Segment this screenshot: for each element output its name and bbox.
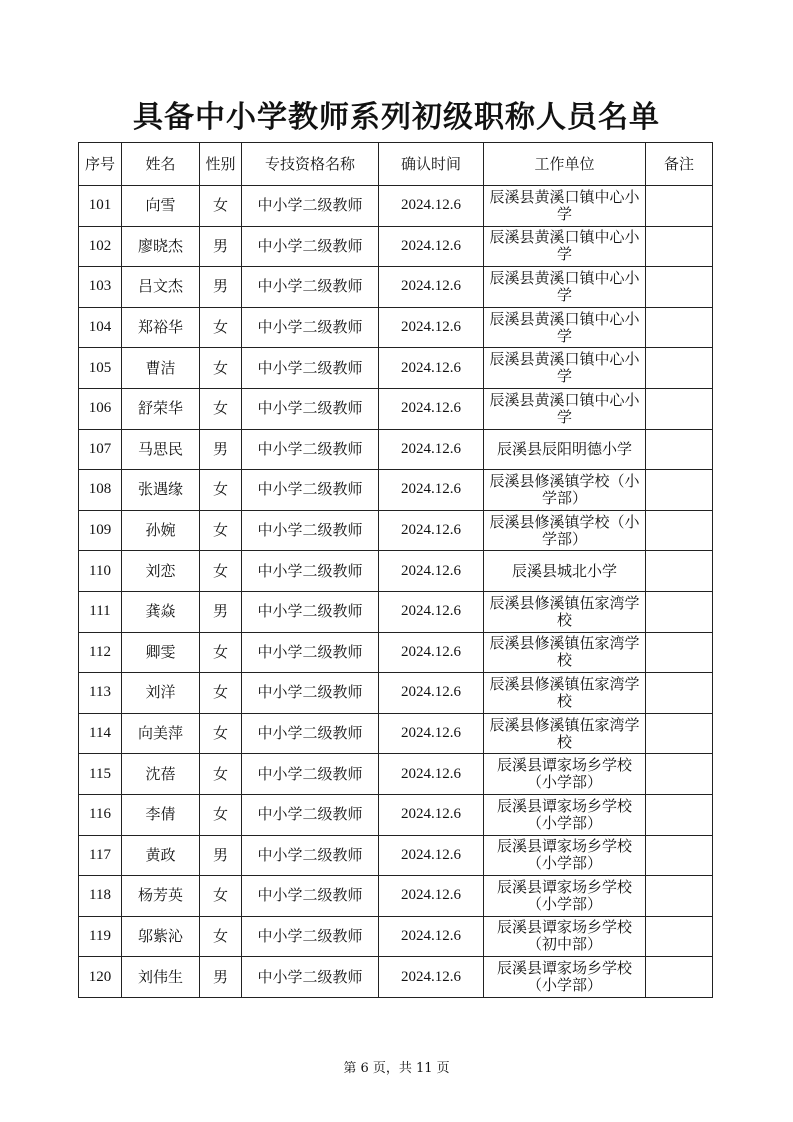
cell-qualification: 中小学二级教师	[242, 551, 379, 592]
cell-idx: 116	[79, 794, 122, 835]
cell-qualification: 中小学二级教师	[242, 876, 379, 917]
cell-idx: 110	[79, 551, 122, 592]
cell-name: 杨芳英	[122, 876, 200, 917]
cell-name: 邬紫沁	[122, 916, 200, 957]
cell-qualification: 中小学二级教师	[242, 388, 379, 429]
cell-qualification: 中小学二级教师	[242, 835, 379, 876]
table-row	[79, 876, 713, 917]
table-row	[79, 267, 713, 308]
cell-unit: 辰溪县修溪镇学校（小学部）	[484, 470, 646, 511]
table-row	[79, 957, 713, 998]
header-gender: 性别	[200, 143, 242, 186]
cell-gender: 男	[200, 226, 242, 267]
cell-unit: 辰溪县修溪镇伍家湾学校	[484, 673, 646, 714]
cell-unit: 辰溪县修溪镇伍家湾学校	[484, 632, 646, 673]
cell-unit: 辰溪县黄溪口镇中心小学	[484, 388, 646, 429]
cell-idx: 114	[79, 713, 122, 754]
cell-idx: 101	[79, 186, 122, 227]
cell-remark	[646, 226, 713, 267]
cell-gender: 男	[200, 957, 242, 998]
cell-gender: 男	[200, 429, 242, 470]
cell-unit: 辰溪县黄溪口镇中心小学	[484, 307, 646, 348]
cell-gender: 男	[200, 591, 242, 632]
header-date: 确认时间	[379, 143, 484, 186]
cell-gender: 女	[200, 794, 242, 835]
cell-name: 沈蓓	[122, 754, 200, 795]
cell-qualification: 中小学二级教师	[242, 713, 379, 754]
cell-unit: 辰溪县黄溪口镇中心小学	[484, 186, 646, 227]
cell-remark	[646, 348, 713, 389]
cell-name: 龚焱	[122, 591, 200, 632]
cell-remark	[646, 510, 713, 551]
table-row	[79, 186, 713, 227]
cell-remark	[646, 673, 713, 714]
cell-idx: 107	[79, 429, 122, 470]
header-qualification: 专技资格名称	[242, 143, 379, 186]
cell-date: 2024.12.6	[379, 429, 484, 470]
cell-remark	[646, 754, 713, 795]
cell-name: 刘洋	[122, 673, 200, 714]
cell-unit: 辰溪县谭家场乡学校（初中部）	[484, 916, 646, 957]
table-row	[79, 510, 713, 551]
cell-unit: 辰溪县谭家场乡学校（小学部）	[484, 754, 646, 795]
cell-idx: 104	[79, 307, 122, 348]
cell-gender: 女	[200, 348, 242, 389]
cell-gender: 女	[200, 186, 242, 227]
cell-unit: 辰溪县辰阳明德小学	[484, 429, 646, 470]
cell-idx: 119	[79, 916, 122, 957]
cell-remark	[646, 794, 713, 835]
cell-name: 向美萍	[122, 713, 200, 754]
cell-date: 2024.12.6	[379, 916, 484, 957]
cell-qualification: 中小学二级教师	[242, 794, 379, 835]
cell-date: 2024.12.6	[379, 388, 484, 429]
cell-remark	[646, 388, 713, 429]
page-title: 具备中小学教师系列初级职称人员名单	[133, 100, 660, 135]
cell-unit: 辰溪县黄溪口镇中心小学	[484, 267, 646, 308]
cell-idx: 113	[79, 673, 122, 714]
table-row	[79, 551, 713, 592]
cell-date: 2024.12.6	[379, 510, 484, 551]
cell-unit: 辰溪县城北小学	[484, 551, 646, 592]
cell-date: 2024.12.6	[379, 591, 484, 632]
cell-idx: 112	[79, 632, 122, 673]
header-remark: 备注	[646, 143, 713, 186]
cell-gender: 女	[200, 551, 242, 592]
cell-date: 2024.12.6	[379, 348, 484, 389]
cell-remark	[646, 429, 713, 470]
cell-remark	[646, 957, 713, 998]
cell-name: 刘伟生	[122, 957, 200, 998]
cell-idx: 115	[79, 754, 122, 795]
cell-idx: 105	[79, 348, 122, 389]
cell-date: 2024.12.6	[379, 307, 484, 348]
header-idx: 序号	[79, 143, 122, 186]
cell-remark	[646, 551, 713, 592]
cell-unit: 辰溪县谭家场乡学校（小学部）	[484, 794, 646, 835]
table-row	[79, 307, 713, 348]
cell-name: 卿雯	[122, 632, 200, 673]
cell-idx: 102	[79, 226, 122, 267]
cell-remark	[646, 835, 713, 876]
cell-remark	[646, 267, 713, 308]
cell-gender: 女	[200, 510, 242, 551]
header-unit: 工作单位	[484, 143, 646, 186]
cell-qualification: 中小学二级教师	[242, 591, 379, 632]
cell-date: 2024.12.6	[379, 835, 484, 876]
cell-unit: 辰溪县黄溪口镇中心小学	[484, 348, 646, 389]
table-row	[79, 713, 713, 754]
cell-idx: 106	[79, 388, 122, 429]
cell-remark	[646, 916, 713, 957]
table-header-row	[79, 143, 713, 186]
cell-name: 刘恋	[122, 551, 200, 592]
table-row	[79, 591, 713, 632]
cell-name: 吕文杰	[122, 267, 200, 308]
cell-qualification: 中小学二级教师	[242, 470, 379, 511]
cell-remark	[646, 632, 713, 673]
cell-gender: 女	[200, 470, 242, 511]
cell-remark	[646, 876, 713, 917]
cell-name: 马思民	[122, 429, 200, 470]
cell-gender: 男	[200, 267, 242, 308]
cell-name: 李倩	[122, 794, 200, 835]
cell-date: 2024.12.6	[379, 267, 484, 308]
cell-qualification: 中小学二级教师	[242, 957, 379, 998]
cell-remark	[646, 307, 713, 348]
cell-unit: 辰溪县修溪镇伍家湾学校	[484, 713, 646, 754]
cell-date: 2024.12.6	[379, 186, 484, 227]
cell-gender: 女	[200, 916, 242, 957]
table-body	[79, 186, 713, 998]
table-row	[79, 348, 713, 389]
cell-idx: 120	[79, 957, 122, 998]
cell-gender: 女	[200, 754, 242, 795]
cell-qualification: 中小学二级教师	[242, 186, 379, 227]
cell-unit: 辰溪县修溪镇伍家湾学校	[484, 591, 646, 632]
cell-qualification: 中小学二级教师	[242, 754, 379, 795]
cell-gender: 男	[200, 835, 242, 876]
cell-unit: 辰溪县谭家场乡学校（小学部）	[484, 957, 646, 998]
header-name: 姓名	[122, 143, 200, 186]
cell-unit: 辰溪县谭家场乡学校（小学部）	[484, 835, 646, 876]
cell-gender: 女	[200, 307, 242, 348]
table-row	[79, 835, 713, 876]
cell-idx: 117	[79, 835, 122, 876]
cell-date: 2024.12.6	[379, 794, 484, 835]
cell-date: 2024.12.6	[379, 673, 484, 714]
cell-qualification: 中小学二级教师	[242, 510, 379, 551]
cell-qualification: 中小学二级教师	[242, 348, 379, 389]
cell-idx: 111	[79, 591, 122, 632]
cell-date: 2024.12.6	[379, 876, 484, 917]
table-row	[79, 673, 713, 714]
table-row	[79, 916, 713, 957]
cell-name: 张遇缘	[122, 470, 200, 511]
cell-date: 2024.12.6	[379, 754, 484, 795]
cell-date: 2024.12.6	[379, 551, 484, 592]
cell-gender: 女	[200, 876, 242, 917]
cell-qualification: 中小学二级教师	[242, 267, 379, 308]
cell-name: 廖晓杰	[122, 226, 200, 267]
cell-qualification: 中小学二级教师	[242, 226, 379, 267]
cell-remark	[646, 470, 713, 511]
cell-date: 2024.12.6	[379, 470, 484, 511]
cell-unit: 辰溪县黄溪口镇中心小学	[484, 226, 646, 267]
cell-idx: 103	[79, 267, 122, 308]
cell-date: 2024.12.6	[379, 957, 484, 998]
cell-name: 曹洁	[122, 348, 200, 389]
cell-unit: 辰溪县谭家场乡学校（小学部）	[484, 876, 646, 917]
cell-gender: 女	[200, 713, 242, 754]
cell-idx: 109	[79, 510, 122, 551]
cell-date: 2024.12.6	[379, 632, 484, 673]
cell-name: 郑裕华	[122, 307, 200, 348]
table-row	[79, 754, 713, 795]
cell-date: 2024.12.6	[379, 713, 484, 754]
roster-table	[78, 142, 713, 998]
cell-name: 黄政	[122, 835, 200, 876]
cell-qualification: 中小学二级教师	[242, 632, 379, 673]
table-row	[79, 429, 713, 470]
table-row	[79, 794, 713, 835]
cell-remark	[646, 186, 713, 227]
cell-gender: 女	[200, 388, 242, 429]
cell-remark	[646, 713, 713, 754]
table-row	[79, 632, 713, 673]
cell-name: 向雪	[122, 186, 200, 227]
cell-name: 舒荣华	[122, 388, 200, 429]
table-row	[79, 470, 713, 511]
cell-gender: 女	[200, 632, 242, 673]
cell-name: 孙婉	[122, 510, 200, 551]
cell-qualification: 中小学二级教师	[242, 916, 379, 957]
cell-date: 2024.12.6	[379, 226, 484, 267]
cell-qualification: 中小学二级教师	[242, 429, 379, 470]
page-footer: 第 6 页，共 11 页	[343, 1061, 450, 1076]
cell-idx: 118	[79, 876, 122, 917]
cell-gender: 女	[200, 673, 242, 714]
cell-remark	[646, 591, 713, 632]
table-row	[79, 226, 713, 267]
cell-qualification: 中小学二级教师	[242, 673, 379, 714]
cell-idx: 108	[79, 470, 122, 511]
cell-unit: 辰溪县修溪镇学校（小学部）	[484, 510, 646, 551]
cell-qualification: 中小学二级教师	[242, 307, 379, 348]
table-row	[79, 388, 713, 429]
